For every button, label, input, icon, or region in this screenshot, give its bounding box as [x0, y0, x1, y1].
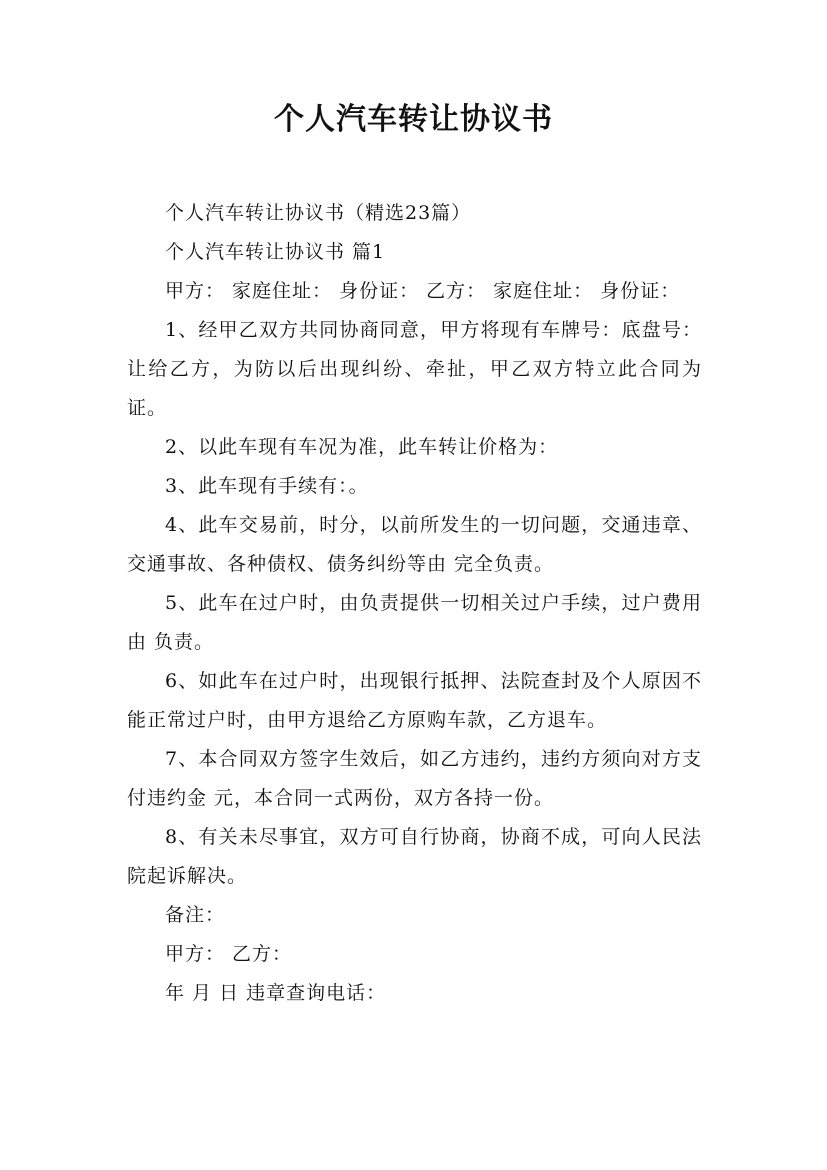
clause-7: 7、本合同双方签字生效后，如乙方违约，违约方须向对方支付违约金 元，本合同一式两份，双方各持一份。 — [127, 748, 702, 809]
document-title: 个人汽车转让协议书 — [274, 102, 553, 137]
section-heading: 个人汽车转让协议书 篇1 — [165, 241, 386, 263]
subtitle-paragraph: 个人汽车转让协议书（精选23篇） — [165, 202, 472, 224]
date-and-phone-line: 年 月 日 违章查询电话： — [165, 982, 387, 1004]
parties-info-paragraph: 甲方： 家庭住址： 身份证： 乙方： 家庭住址： 身份证： — [165, 280, 681, 302]
clause-4: 4、此车交易前，时分，以前所发生的一切问题，交通违章、交通事故、各种债权、债务纠纷等由 完全负责。 — [127, 514, 702, 575]
clause-2: 2、以此车现有车况为准，此车转让价格为： — [165, 436, 559, 458]
clause-5: 5、此车在过户时，由负责提供一切相关过户手续，过户费用由 负责。 — [127, 592, 702, 653]
document-body — [127, 194, 702, 1013]
clause-3: 3、此车现有手续有：。 — [165, 475, 369, 497]
remarks-label: 备注： — [165, 904, 226, 926]
clause-1: 1、经甲乙双方共同协商同意，甲方将现有车牌号：底盘号：让给乙方，为防以后出现纠纷、牵扯，甲乙双方特立此合同为证。 — [127, 319, 702, 419]
clause-6: 6、如此车在过户时，出现银行抵押、法院查封及个人原因不能正常过户时，由甲方退给乙方原购车款，乙方退车。 — [127, 670, 702, 731]
clause-8: 8、有关未尽事宜，双方可自行协商，协商不成，可向人民法院起诉解决。 — [127, 826, 702, 887]
signature-line: 甲方： 乙方： — [165, 943, 293, 965]
